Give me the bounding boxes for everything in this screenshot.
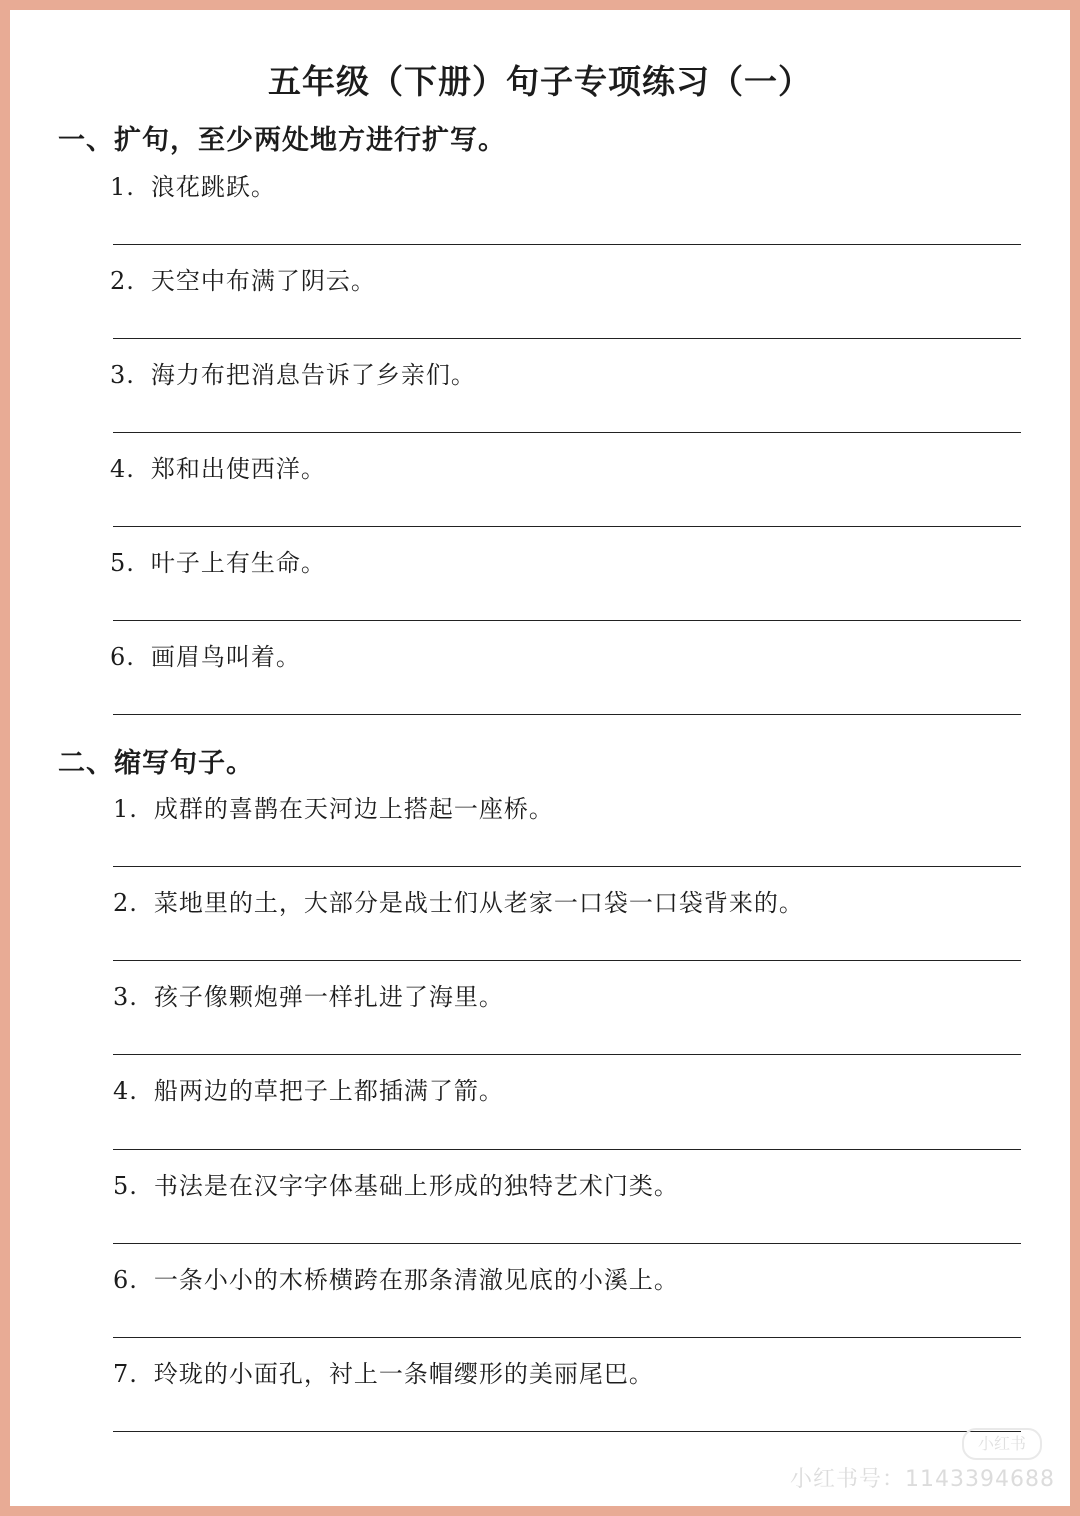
answer-line	[113, 244, 1021, 245]
list-item	[110, 454, 326, 484]
list-item	[113, 1265, 679, 1295]
section2-heading: 二、缩写句子。	[58, 748, 254, 779]
answer-line	[113, 1149, 1021, 1150]
item-number: 1.	[113, 795, 138, 823]
watermark-id: 小红书号：1143394688	[790, 1467, 1055, 1492]
list-item	[110, 548, 326, 578]
answer-line	[113, 1431, 1021, 1432]
section1-heading: 一、扩句，至少两处地方进行扩写。	[58, 125, 506, 156]
list-item	[113, 1359, 654, 1389]
item-text: 孩子像颗炮弹一样扎进了海里。	[153, 983, 504, 1011]
answer-line	[113, 432, 1021, 433]
item-text: 郑和出使西洋。	[150, 455, 326, 483]
item-text: 叶子上有生命。	[150, 549, 326, 577]
list-item	[110, 360, 476, 390]
answer-line	[113, 1054, 1021, 1055]
answer-line	[113, 960, 1021, 961]
item-text: 船两边的草把子上都插满了箭。	[153, 1077, 504, 1105]
list-item	[110, 172, 276, 202]
item-number: 3.	[113, 983, 138, 1011]
answer-line	[113, 1243, 1021, 1244]
item-text: 成群的喜鹊在天河边上搭起一座桥。	[153, 795, 554, 823]
list-item	[110, 266, 376, 296]
item-text: 天空中布满了阴云。	[150, 267, 376, 295]
list-item	[113, 1171, 679, 1201]
item-number: 4.	[113, 1077, 138, 1105]
item-text: 菜地里的土，大部分是战士们从老家一口袋一口袋背来的。	[153, 889, 804, 917]
item-number: 6.	[110, 643, 135, 671]
answer-line	[113, 1337, 1021, 1338]
answer-line	[113, 620, 1021, 621]
watermark-logo: 小红书	[962, 1428, 1042, 1460]
item-number: 6.	[113, 1266, 138, 1294]
item-number: 1.	[110, 173, 135, 201]
answer-line	[113, 714, 1021, 715]
list-item	[113, 1076, 504, 1106]
item-number: 5.	[113, 1172, 138, 1200]
item-text: 书法是在汉字字体基础上形成的独特艺术门类。	[153, 1172, 679, 1200]
list-item	[113, 982, 504, 1012]
item-text: 画眉鸟叫着。	[150, 643, 301, 671]
item-number: 3.	[110, 361, 135, 389]
item-number: 2.	[110, 267, 135, 295]
item-number: 7.	[113, 1360, 138, 1388]
list-item	[110, 642, 301, 672]
answer-line	[113, 526, 1021, 527]
answer-line	[113, 866, 1021, 867]
item-text: 海力布把消息告诉了乡亲们。	[150, 361, 476, 389]
item-text: 浪花跳跃。	[150, 173, 276, 201]
page-title: 五年级（下册）句子专项练习（一）	[268, 62, 812, 101]
item-number: 5.	[110, 549, 135, 577]
item-number: 4.	[110, 455, 135, 483]
item-text: 玲珑的小面孔，衬上一条帽缨形的美丽尾巴。	[153, 1360, 654, 1388]
list-item	[113, 794, 554, 824]
item-text: 一条小小的木桥横跨在那条清澈见底的小溪上。	[153, 1266, 679, 1294]
list-item	[113, 888, 804, 918]
answer-line	[113, 338, 1021, 339]
item-number: 2.	[113, 889, 138, 917]
